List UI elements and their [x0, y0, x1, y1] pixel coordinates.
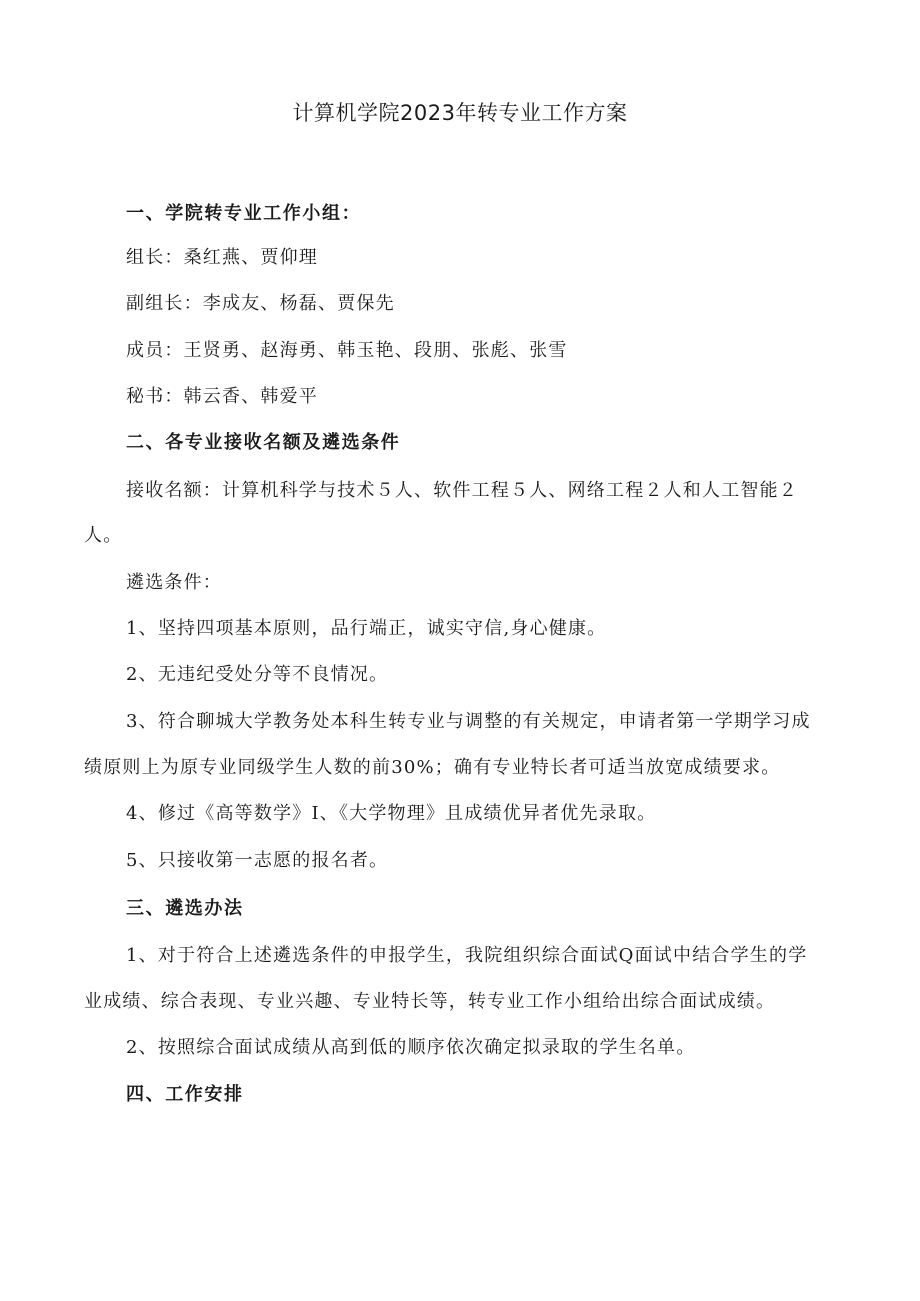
criteria-item-4: 4、修过《高等数学》I、《大学物理》且成绩优异者优先录取。: [126, 803, 657, 824]
section-heading-working-group: 一、学院转专业工作小组：: [126, 203, 362, 224]
criteria-label: 遴选条件：: [126, 572, 222, 593]
method-item-1-line-2: 业成绩、综合表现、专业兴趣、专业特长等，转专业工作小组给出综合面试成绩。: [84, 991, 776, 1012]
group-leader-line: 组长：桑红燕、贾仰理: [126, 247, 318, 268]
criteria-item-5: 5、只接收第一志愿的报名者。: [126, 850, 389, 871]
criteria-item-2: 2、无违纪受处分等不良情况。: [126, 664, 389, 685]
quota-line-1: 接收名额：计算机科学与技术５人、软件工程５人、网络工程２人和人工智能２: [126, 480, 798, 501]
secretary-line: 秘书：韩云香、韩爱平: [126, 386, 318, 407]
criteria-item-1: 1、坚持四项基本原则，品行端正，诚实守信,身心健康。: [126, 618, 607, 639]
method-item-2: 2、按照综合面试成绩从高到低的顺序依次确定拟录取的学生名单。: [126, 1037, 696, 1058]
section-heading-selection-method: 三、遴选办法: [126, 898, 244, 919]
criteria-item-3-line-2: 绩原则上为原专业同级学生人数的前30%；确有专业特长者可适当放宽成绩要求。: [84, 757, 781, 778]
criteria-item-3-line-1: 3、符合聊城大学教务处本科生转专业与调整的有关规定，申请者第一学期学习成: [126, 711, 811, 732]
section-heading-work-schedule: 四、工作安排: [126, 1084, 244, 1105]
section-heading-quota-criteria: 二、各专业接收名额及遴选条件: [126, 432, 401, 453]
vice-leader-line: 副组长：李成友、杨磊、贾保先: [126, 293, 395, 314]
document-title: 计算机学院2023年转专业工作方案: [292, 101, 628, 125]
members-line: 成员：王贤勇、赵海勇、韩玉艳、段朋、张彪、张雪: [126, 340, 568, 361]
quota-line-2: 人。: [84, 525, 123, 546]
method-item-1-line-1: 1、对于符合上述遴选条件的申报学生，我院组织综合面试Q面试中结合学生的学: [126, 945, 808, 966]
